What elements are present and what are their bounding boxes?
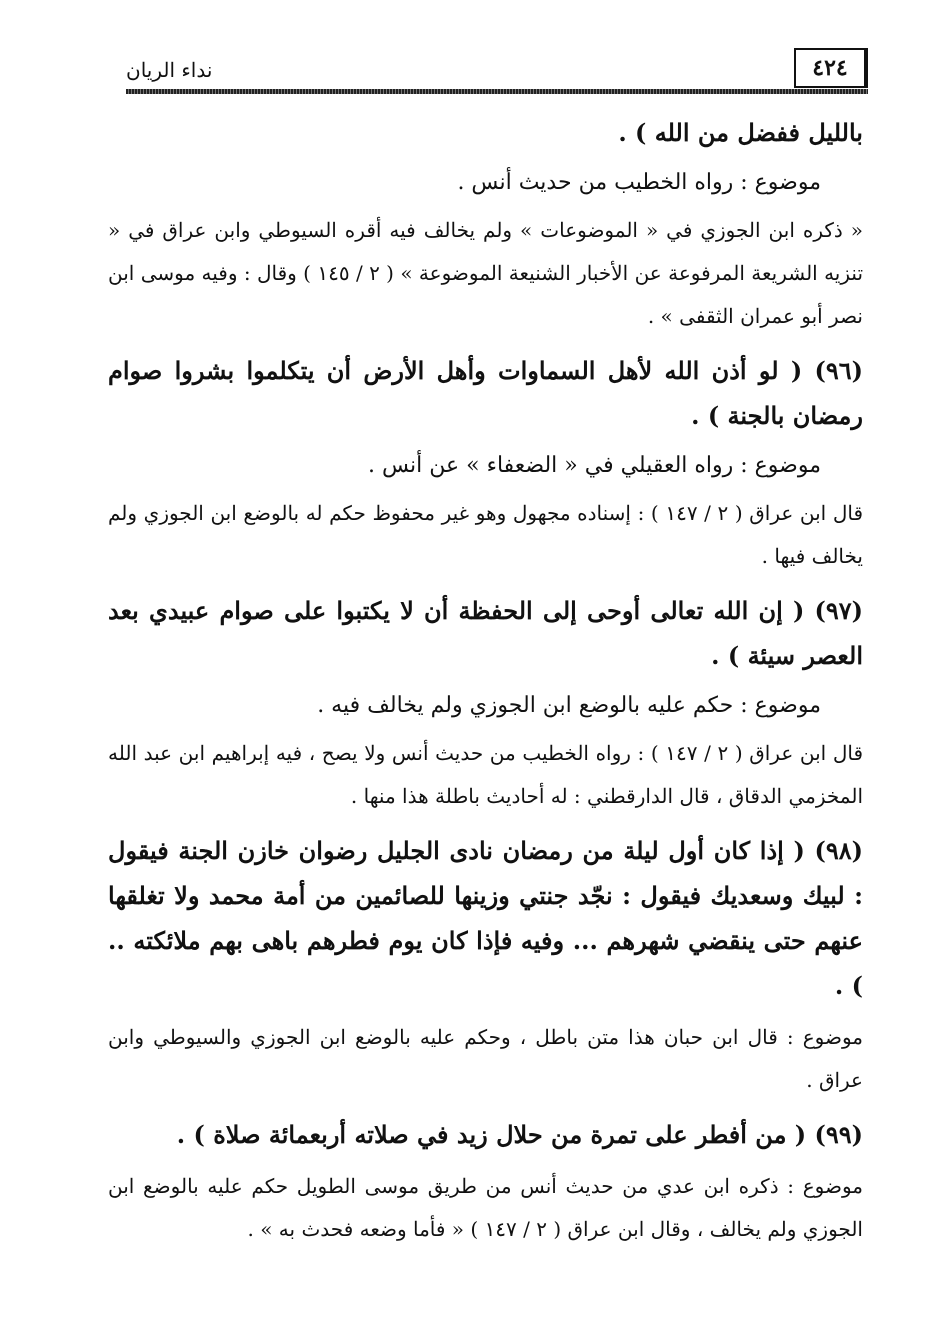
verdict-line: موضوع : رواه الخطيب من حديث أنس . — [457, 170, 821, 195]
commentary-paragraph: قال ابن عراق ( ٢ / ١٤٧ ) : رواه الخطيب من حديث أنس ولا يصح ، فيه إبراهيم ابن عبد الله المخزمي الدقاق ، قال الدارقطني : له أحاديث باطلة هذا منها . — [108, 741, 864, 808]
hadith-99: (٩٩) ( من أفطر على تمرة من حلال زيد في صلاته أربعمائة صلاة ) . — [176, 1120, 863, 1149]
page-header — [118, 48, 868, 96]
hadith-97: (٩٧) ( إن الله تعالى أوحى إلى الحفظة أن لا يكتبوا على صوام عبيدي بعد العصر سيئة ) . — [108, 596, 863, 670]
hadith-96: (٩٦) ( لو أذن الله لأهل السماوات وأهل الأرض أن يتكلموا بشروا صوام رمضان بالجنة ) . — [108, 356, 863, 430]
commentary-paragraph: « ذكره ابن الجوزي في « الموضوعات » ولم يخالف فيه أقره السيوطي وابن عراق في « تنزيه الشريعة المرفوعة عن الأخبار الشنيعة الموضوعة » ( ٢ / ١٤٥ ) وقال : وفيه موسى ابن نصر أبو عمران الثقفى » . — [108, 218, 864, 328]
page-body — [108, 110, 863, 1261]
hadith-text-continued: بالليل ففضل من الله ) . — [618, 118, 863, 147]
commentary-paragraph: قال ابن عراق ( ٢ / ١٤٧ ) : إسناده مجهول وهو غير محفوظ حكم له بالوضع ابن الجوزي ولم يخالف فيها . — [108, 501, 864, 568]
header-rule — [126, 89, 868, 94]
running-title: نداء الريان — [126, 58, 213, 82]
verdict-paragraph: موضوع : ذكره ابن عدي من حديث أنس من طريق موسى الطويل حكم عليه بالوضع ابن الجوزي ولم يخالف ، وقال ابن عراق ( ٢ / ١٤٧ ) « فأما وضعه فحدث به » . — [108, 1174, 863, 1241]
verdict-line: موضوع : رواه العقيلي في « الضعفاء » عن أنس . — [368, 453, 821, 478]
verdict-line: موضوع : حكم عليه بالوضع ابن الجوزي ولم يخالف فيه . — [317, 693, 821, 718]
hadith-98: (٩٨) ( إذا كان أول ليلة من رمضان نادى الجليل رضوان خازن الجنة فيقول : لبيك وسعديك فيقول : نجّد جنتي وزينها للصائمين من أمة محمد ولا تغلقها عنهم حتى ينقضي شهرهم ... وفيه فإذا كان يوم فطرهم باهى بهم ملائكته .. ) . — [108, 836, 863, 1000]
verdict-paragraph: موضوع : قال ابن حبان هذا متن باطل ، وحكم عليه بالوضع ابن الجوزي والسيوطي وابن عراق . — [108, 1025, 863, 1092]
page-number: ٤٢٤ — [794, 48, 868, 88]
